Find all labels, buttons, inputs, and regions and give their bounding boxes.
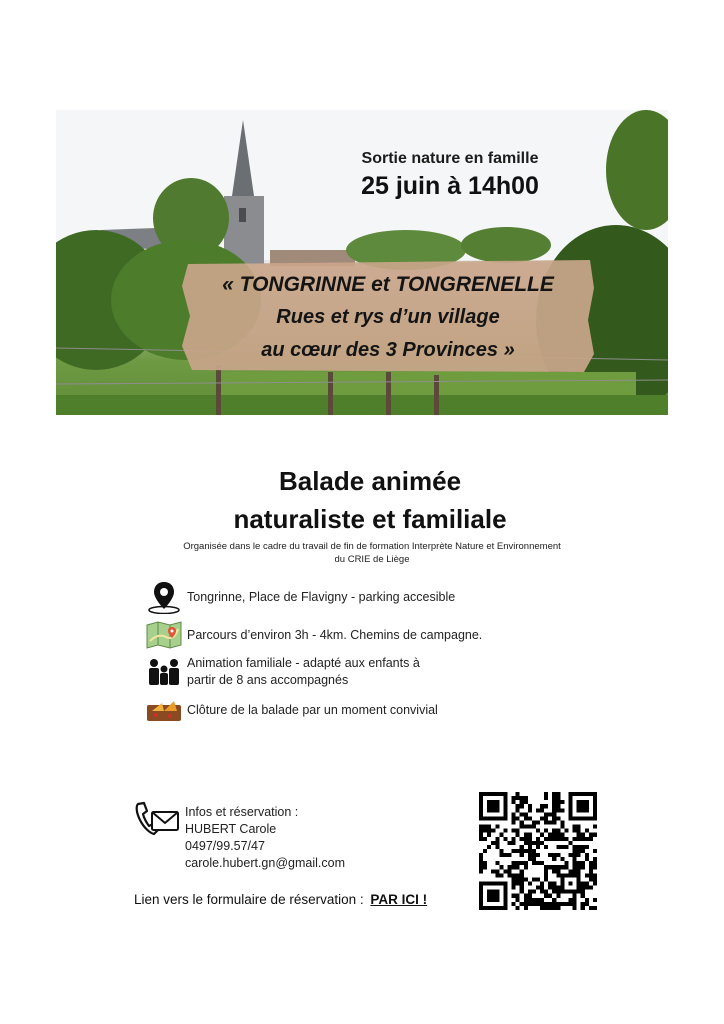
- event-title: [180, 268, 596, 367]
- main-heading: [160, 462, 580, 538]
- qr-code[interactable]: [479, 792, 597, 910]
- title-banner: [180, 258, 596, 374]
- organizer-note-line-2: du CRIE de Liège: [334, 554, 410, 565]
- snack-board-icon: [145, 694, 183, 726]
- contact-phone[interactable]: 0497/99.57/47: [185, 839, 265, 853]
- event-title-line-3: au cœur des 3 Provinces »: [261, 339, 515, 361]
- main-heading-line-1: Balade animée: [278, 466, 462, 496]
- event-title-line-1: « TONGRINNE et TONGRENELLE: [222, 273, 554, 296]
- contact-email[interactable]: carole.hubert.gn@gmail.com: [185, 856, 345, 870]
- detail-route-line: Parcours d’environ 3h - 4km. Chemins de campagne.: [187, 627, 483, 642]
- detail-route-text: [187, 627, 482, 644]
- detail-closing-line: Clôture de la balade par un moment convivial: [187, 702, 438, 717]
- event-date: 25 juin à 14h00: [361, 172, 539, 200]
- contact-label: Infos et réservation :: [185, 805, 299, 819]
- contact-info: [185, 804, 345, 872]
- location-pin-icon: [145, 581, 183, 613]
- organizer-note: [150, 540, 594, 566]
- event-title-line-2: Rues et rys d’un village: [276, 306, 500, 328]
- family-icon: [145, 656, 183, 688]
- organizer-note-line-1: Organisée dans le cadre du travail de fin de formation Interprète Nature et Environnement: [183, 541, 561, 552]
- detail-family-line-1: Animation familiale - adapté aux enfants à: [187, 656, 420, 670]
- main-heading-line-2: naturaliste et familiale: [233, 504, 507, 534]
- reservation-line: [134, 892, 427, 907]
- detail-family-text: [187, 655, 420, 689]
- map-icon: [145, 619, 183, 651]
- detail-family-line-2: partir de 8 ans accompagnés: [187, 673, 349, 687]
- reservation-text: Lien vers le formulaire de réservation :: [134, 892, 364, 907]
- contact-name: HUBERT Carole: [185, 822, 277, 836]
- detail-location: [145, 581, 455, 613]
- detail-location-line: Tongrinne, Place de Flavigny - parking accesible: [187, 589, 456, 604]
- reservation-link[interactable]: PAR ICI !: [370, 892, 428, 907]
- detail-family: [145, 655, 420, 689]
- detail-closing-text: [187, 702, 438, 719]
- phone-mail-icon: [134, 800, 180, 838]
- event-subtitle: Sortie nature en famille: [361, 150, 539, 167]
- detail-location-text: [187, 589, 455, 606]
- qr-code-image[interactable]: [479, 792, 597, 910]
- detail-closing: [145, 694, 438, 726]
- detail-route: [145, 619, 482, 651]
